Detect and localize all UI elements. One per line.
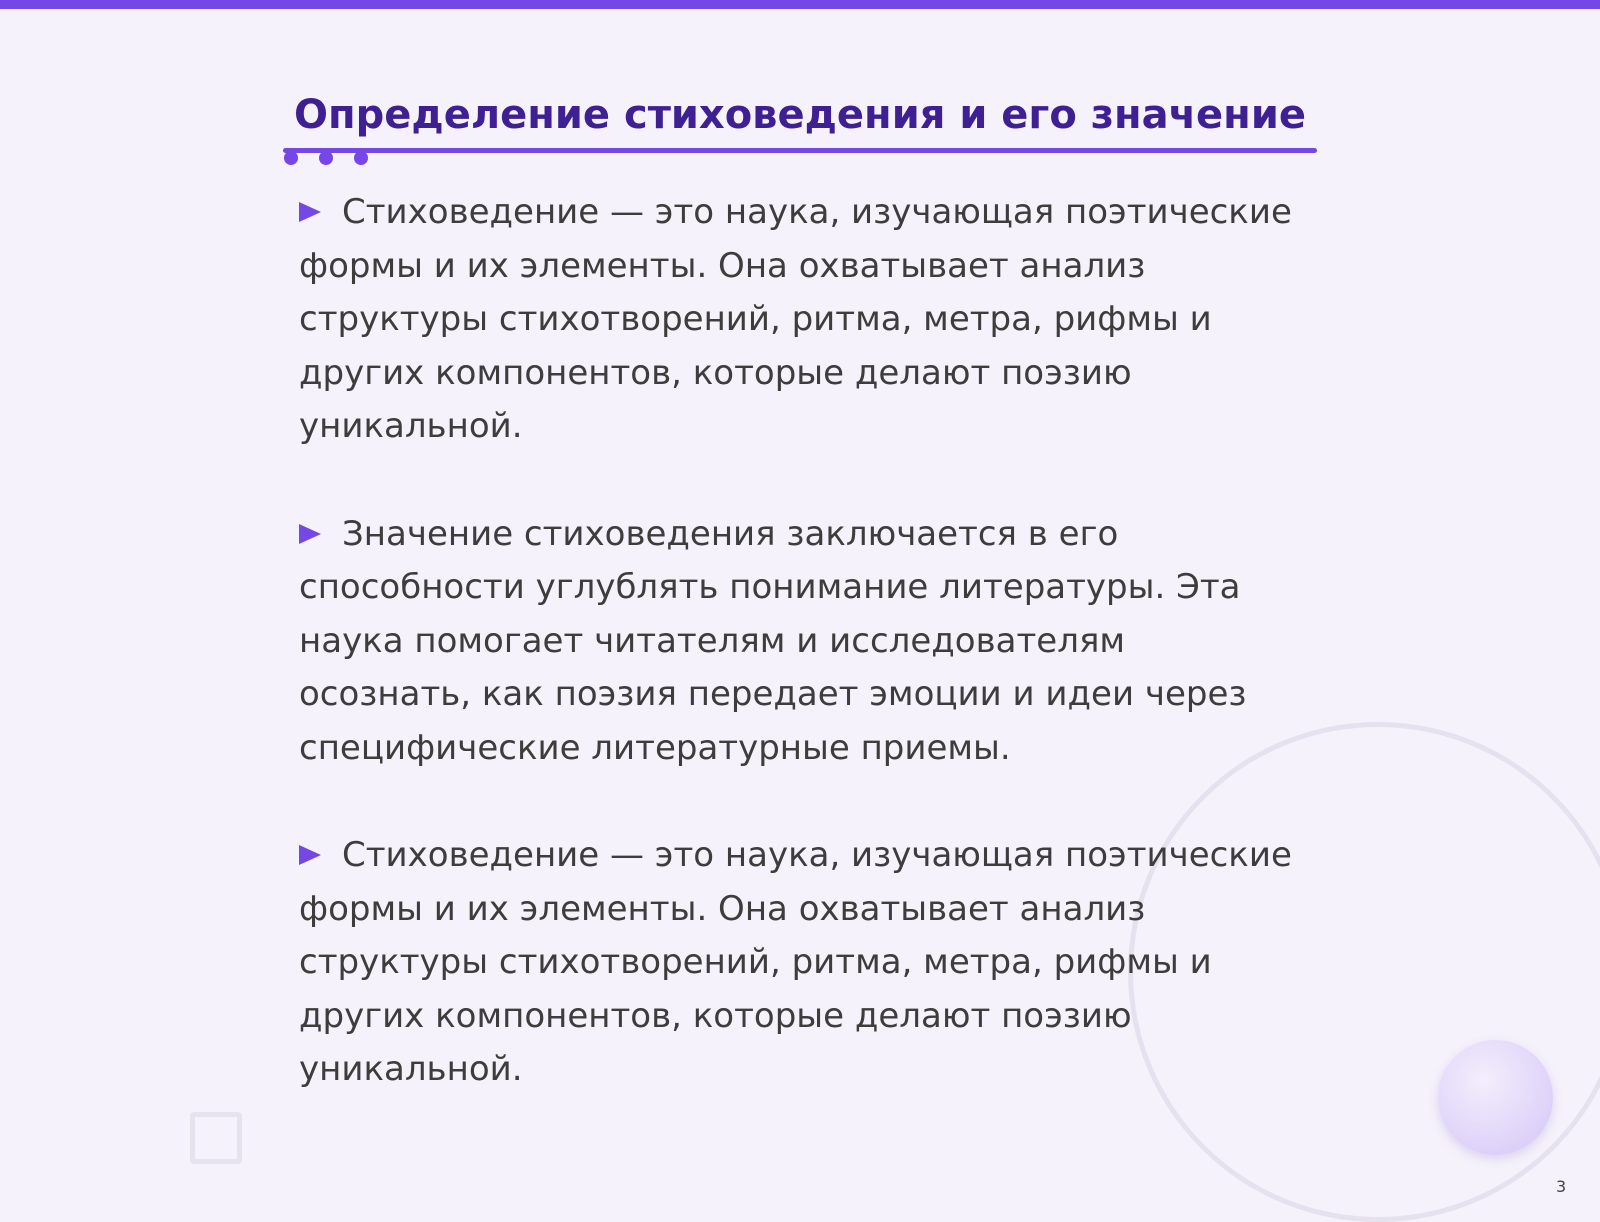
slide-title: Определение стиховедения и его значение	[294, 92, 1306, 138]
bullet-list	[299, 186, 1299, 1151]
decorative-dot	[284, 151, 298, 165]
page-number: 3	[1556, 1177, 1567, 1196]
bullet-text: Значение стиховедения заключается в его способности углублять понимание литературы. Эта наука помогает читателям и исследователям осознать, как поэзия передает эмоции и идеи через специфические литературные приемы.	[299, 513, 1247, 768]
decorative-square-outline	[190, 1112, 242, 1164]
bullet-text: Стиховедение — это наука, изучающая поэтические формы и их элементы. Она охватывает анализ структуры стихотворений, ритма, метра, рифмы и других компонентов, которые делают поэзию уникальной.	[299, 192, 1292, 446]
bullet-text: Стиховедение — это наука, изучающая поэтические формы и их элементы. Она охватывает анализ структуры стихотворений, ритма, метра, рифмы и других компонентов, которые делают поэзию уникальной.	[299, 835, 1292, 1089]
top-accent-bar	[0, 0, 1600, 9]
decorative-dot	[319, 151, 333, 165]
title-underline	[283, 148, 1317, 153]
bullet-item	[299, 186, 1299, 454]
decorative-circle-filled	[1438, 1040, 1553, 1155]
triangle-right-icon	[299, 524, 321, 544]
decorative-dot	[354, 151, 368, 165]
bullet-item	[299, 508, 1299, 776]
triangle-right-icon	[299, 202, 321, 222]
bullet-item	[299, 829, 1299, 1097]
triangle-right-icon	[299, 845, 321, 865]
